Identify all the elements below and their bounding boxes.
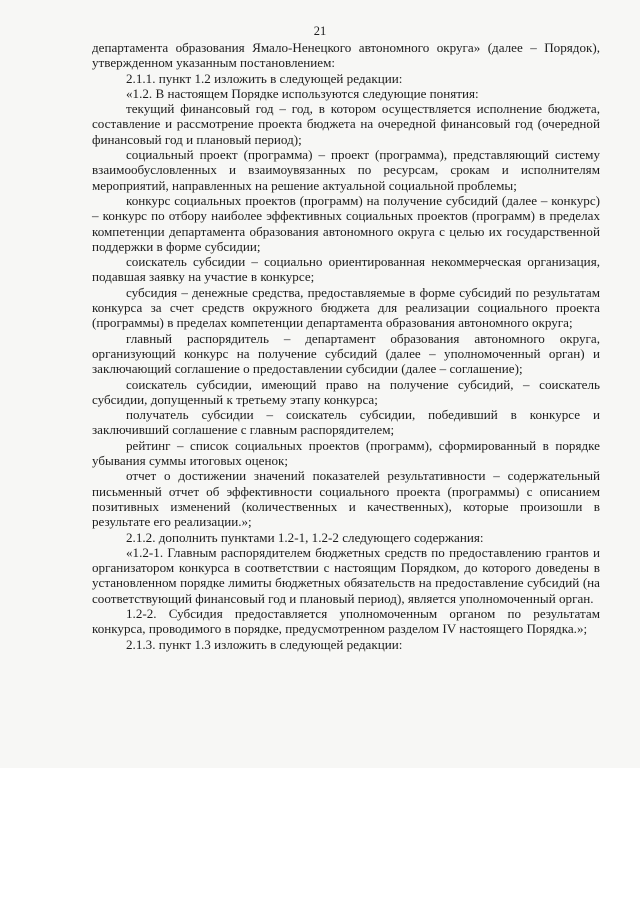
paragraph: соискатель субсидии – социально ориентированная некоммерческая организация, подавшая заявку на участие в конкурсе; [92,254,600,285]
paragraph: главный распорядитель – департамент образования автономного округа, организующий конкурс на получение субсидий (далее – уполномоченный орган) и заключающий соглашение о предоставлении субсидии (далее – соглашение); [92,330,600,377]
document-body [92,40,600,652]
paragraph: получатель субсидии – соискатель субсидии, победивший в конкурсе и заключивший соглашение с главным распорядителем; [92,407,600,438]
paragraph: 2.1.2. дополнить пунктами 1.2-1, 1.2-2 следующего содержания: [126,529,484,545]
paragraph: «1.2. В настоящем Порядке используются следующие понятия: [126,85,479,101]
paragraph: соискатель субсидии, имеющий право на получение субсидий, – соискатель субсидии, допущенный к третьему этапу конкурса; [92,376,600,407]
paragraph: конкурс социальных проектов (программ) на получение субсидий (далее – конкурс) – конкурс по отбору наиболее эффективных социальных проектов (программ) в пределах компетенции департамента образования автономного округа с целью их государственной поддержки в форме субсидии; [92,192,600,254]
paragraph: субсидия – денежные средства, предоставляемые в форме субсидий по результатам конкурса за счет средств окружного бюджета для реализации социального проекта (программы) в пределах компетенции департамента образования автономного округа; [92,284,600,331]
paragraph: социальный проект (программа) – проект (программа), представляющий систему взаимообусловленных и взаимоувязанных по ресурсам, срокам и исполнителям мероприятий, направленных на решение актуальной социальной проблемы; [92,147,600,193]
paragraph: отчет о достижении значений показателей результативности – содержательный письменный отчет об эффективности социального проекта (программы) с описанием позитивных изменений (количественных и качественных), которые произошли в результате его реализации.»; [92,468,600,530]
paragraph: 2.1.3. пункт 1.3 изложить в следующей редакции: [126,636,403,652]
paragraph: 2.1.1. пункт 1.2 изложить в следующей редакции: [126,70,403,86]
paragraph: «1.2-1. Главным распорядителем бюджетных средств по предоставлению грантов и организатором конкурса в соответствии с настоящим Порядком, до которого доведены в установленном порядке лимиты бюджетных обязательств на предоставление субсидий (на соответствующий финансовый год и плановый период), является уполномоченный орган. [92,544,600,606]
page-number: 21 [313,24,327,38]
paragraph: 1.2-2. Субсидия предоставляется уполномоченным органом по результатам конкурса, проводимого в порядке, предусмотренном разделом IV настоящего Порядка.»; [92,605,600,637]
paragraph: рейтинг – список социальных проектов (программ), сформированный в порядке убывания суммы итоговых оценок; [92,437,600,469]
paragraph: департамента образования Ямало-Ненецкого автономного округа» (далее – Порядок), утвержденном указанным постановлением: [92,40,600,71]
paragraph: текущий финансовый год – год, в котором осуществляется исполнение бюджета, составление и рассмотрение проекта бюджета на очередной финансовый год (очередной финансовый год и плановый период); [92,101,600,147]
